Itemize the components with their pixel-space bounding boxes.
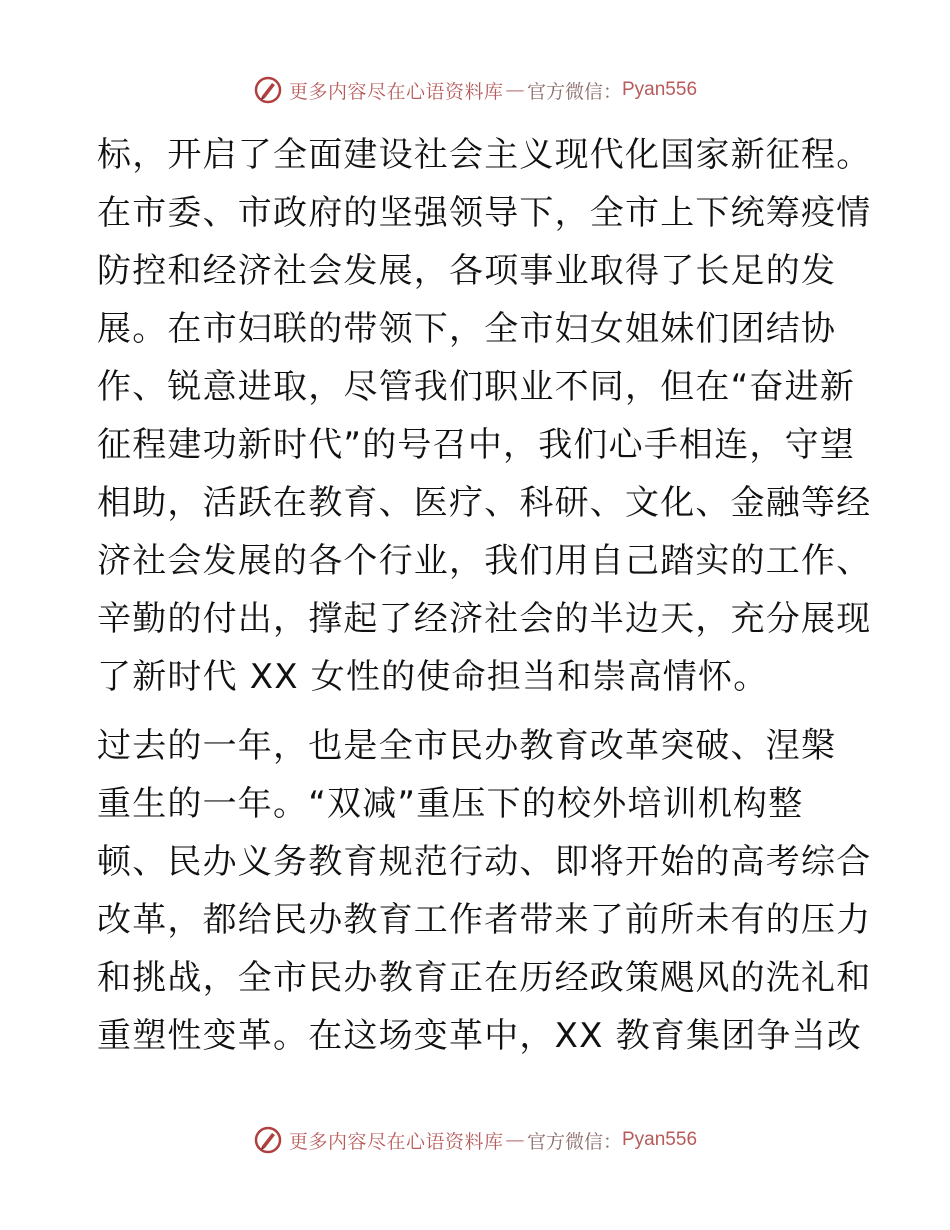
text-line: 标，开启了全面建设社会主义现代化国家新征程。 bbox=[97, 135, 872, 175]
watermark-separator: — bbox=[505, 1129, 525, 1151]
text-line: 作、锐意进取，尽管我们职业不同，但在“奋进新 bbox=[97, 367, 856, 407]
watermark-wechat-label: 官方微信： bbox=[526, 1130, 622, 1153]
text-line: 了新时代 XX 女性的使命担当和崇高情怀。 bbox=[97, 657, 769, 697]
paragraph bbox=[97, 126, 872, 706]
text-line: 展。在市妇联的带领下，全市妇女姐妹们团结协 bbox=[97, 309, 837, 349]
text-line: 重塑性变革。在这场变革中，XX 教育集团争当改 bbox=[97, 1016, 862, 1056]
pen-circle-logo-icon bbox=[253, 75, 283, 105]
paragraph bbox=[97, 717, 872, 1065]
watermark-wechat-label: 官方微信： bbox=[526, 80, 622, 103]
text-line: 辛勤的付出，撑起了经济社会的半边天，充分展现 bbox=[97, 599, 872, 639]
pen-circle-logo-icon bbox=[253, 1125, 283, 1155]
text-line: 过去的一年，也是全市民办教育改革突破、涅槃 bbox=[97, 726, 837, 766]
text-line: 重生的一年。“双减”重压下的校外培训机构整 bbox=[97, 784, 804, 824]
text-line: 征程建功新时代”的号召中，我们心手相连，守望 bbox=[97, 425, 856, 465]
watermark-separator: — bbox=[505, 79, 525, 101]
text-line: 和挑战，全市民办教育正在历经政策飓风的洗礼和 bbox=[97, 958, 872, 998]
header-watermark bbox=[0, 70, 950, 110]
paragraph-spacer bbox=[97, 706, 857, 717]
text-line: 相助，活跃在教育、医疗、科研、文化、金融等经 bbox=[97, 483, 872, 523]
footer-watermark bbox=[0, 1120, 950, 1160]
text-line: 改革，都给民办教育工作者带来了前所未有的压力 bbox=[97, 900, 872, 940]
watermark-wechat-id: Pyan556 bbox=[622, 1129, 698, 1150]
text-line: 防控和经济社会发展，各项事业取得了长足的发 bbox=[97, 251, 837, 291]
watermark-wechat-id: Pyan556 bbox=[622, 79, 698, 100]
watermark-text: 更多内容尽在心语资料库 bbox=[288, 1130, 504, 1153]
document-body bbox=[97, 126, 872, 1065]
text-line: 在市委、市政府的坚强领导下，全市上下统筹疫情 bbox=[97, 193, 872, 233]
watermark-text: 更多内容尽在心语资料库 bbox=[288, 80, 504, 103]
text-line: 顿、民办义务教育规范行动、即将开始的高考综合 bbox=[97, 842, 872, 882]
text-line: 济社会发展的各个行业，我们用自己踏实的工作、 bbox=[97, 541, 872, 581]
